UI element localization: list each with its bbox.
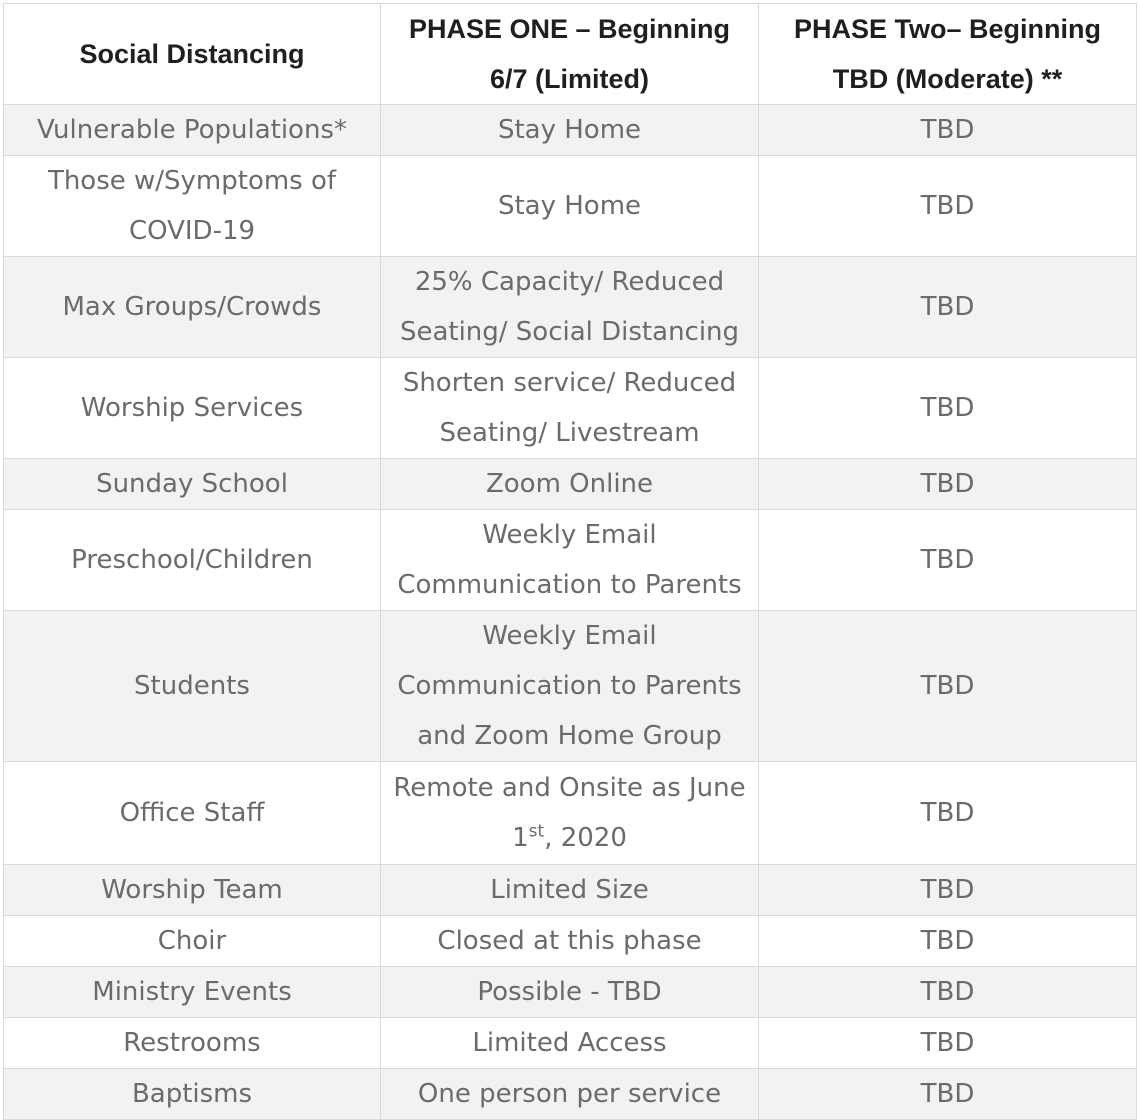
table-row — [4, 611, 1137, 762]
table-row — [4, 865, 1137, 916]
row-phase-two: TBD — [759, 762, 1137, 865]
row-phase-two: TBD — [759, 257, 1137, 358]
row-label: Sunday School — [4, 459, 381, 510]
row-phase-one — [381, 762, 759, 865]
row-label: Vulnerable Populations* — [4, 105, 381, 156]
row-phase-two: TBD — [759, 358, 1137, 459]
row-phase-two: TBD — [759, 967, 1137, 1018]
table-row — [4, 459, 1137, 510]
row-label: Ministry Events — [4, 967, 381, 1018]
row-phase-one: Closed at this phase — [381, 916, 759, 967]
row-phase-one: Stay Home — [381, 156, 759, 257]
office-staff-phase-one-year: , 2020 — [544, 823, 627, 853]
row-phase-one: Possible - TBD — [381, 967, 759, 1018]
row-phase-one: Limited Access — [381, 1018, 759, 1069]
row-label: Worship Team — [4, 865, 381, 916]
row-phase-two: TBD — [759, 459, 1137, 510]
header-social-distancing — [4, 4, 381, 105]
row-label: Worship Services — [4, 358, 381, 459]
row-phase-two: TBD — [759, 105, 1137, 156]
table-row — [4, 916, 1137, 967]
table-row — [4, 762, 1137, 865]
row-label: Max Groups/Crowds — [4, 257, 381, 358]
table-row — [4, 1069, 1137, 1120]
row-phase-two: TBD — [759, 1069, 1137, 1120]
header-col2-line1: PHASE ONE – Beginning — [408, 14, 731, 44]
row-phase-two: TBD — [759, 865, 1137, 916]
row-phase-one: One person per service — [381, 1069, 759, 1120]
row-label: Students — [4, 611, 381, 762]
phase-table — [3, 3, 1137, 1120]
table-row — [4, 1018, 1137, 1069]
row-phase-one: Shorten service/ Reduced Seating/ Livestream — [381, 358, 759, 459]
row-phase-two: TBD — [759, 916, 1137, 967]
header-phase-one — [381, 4, 759, 105]
row-phase-two: TBD — [759, 510, 1137, 611]
row-label: Preschool/Children — [4, 510, 381, 611]
ordinal-suffix: st — [528, 821, 545, 842]
row-phase-one: Weekly Email Communication to Parents and Zoom Home Group — [381, 611, 759, 762]
row-phase-two: TBD — [759, 1018, 1137, 1069]
table-row — [4, 967, 1137, 1018]
row-phase-one: Stay Home — [381, 105, 759, 156]
table-row — [4, 105, 1137, 156]
table-row — [4, 156, 1137, 257]
header-col3-line2: TBD (Moderate) ** — [832, 64, 1063, 94]
row-phase-two: TBD — [759, 156, 1137, 257]
row-label: Choir — [4, 916, 381, 967]
header-row — [4, 4, 1137, 105]
row-phase-one: Zoom Online — [381, 459, 759, 510]
row-phase-one: Limited Size — [381, 865, 759, 916]
header-phase-two — [759, 4, 1137, 105]
office-staff-phase-one-text: Remote and Onsite as June 1 — [393, 773, 746, 853]
row-phase-two: TBD — [759, 611, 1137, 762]
header-col3-line1: PHASE Two– Beginning — [793, 14, 1101, 44]
table-row — [4, 358, 1137, 459]
row-phase-one: Weekly Email Communication to Parents — [381, 510, 759, 611]
row-label: Restrooms — [4, 1018, 381, 1069]
table-row — [4, 257, 1137, 358]
header-col1-text: Social Distancing — [79, 39, 305, 69]
row-label: Office Staff — [4, 762, 381, 865]
header-col2-line2: 6/7 (Limited) — [489, 64, 650, 94]
row-phase-one: 25% Capacity/ Reduced Seating/ Social Distancing — [381, 257, 759, 358]
row-label: Those w/Symptoms of COVID-19 — [4, 156, 381, 257]
table-row — [4, 510, 1137, 611]
row-label: Baptisms — [4, 1069, 381, 1120]
